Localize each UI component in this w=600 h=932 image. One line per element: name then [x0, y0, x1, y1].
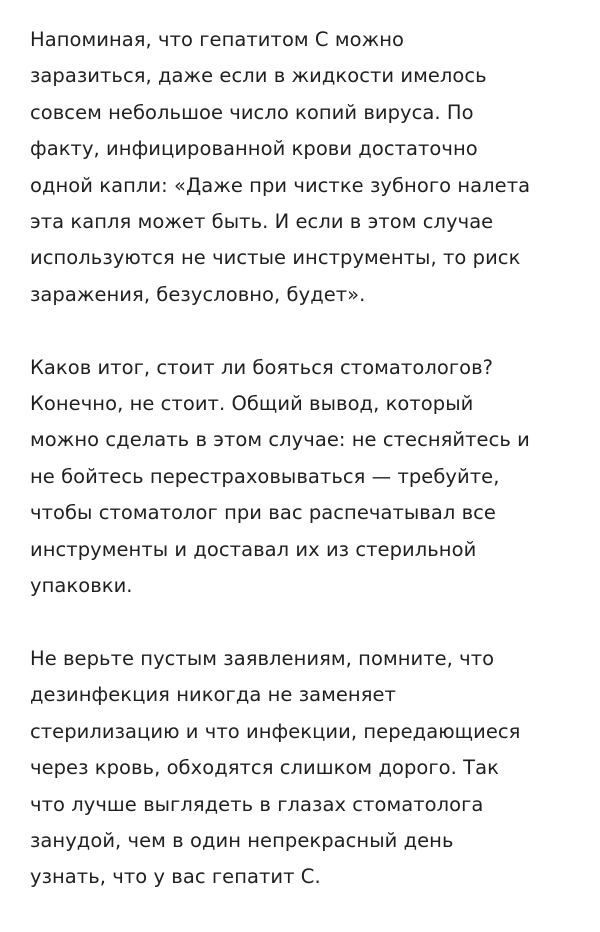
text-line: упаковки.: [30, 574, 133, 598]
text-line: стерилизацию и что инфекции, передающиеся: [30, 719, 521, 743]
paragraph-advice: [30, 641, 570, 896]
text-line: Каков итог, стоит ли бояться стоматологов?: [30, 355, 494, 379]
paragraph-risk-of-infection: [30, 22, 570, 313]
text-line: используются не чистые инструменты, то риск: [30, 246, 521, 270]
text-line: Напоминая, что гепатитом С можно: [30, 28, 404, 51]
text-line: одной капли: «Даже при чистке зубного налета: [30, 173, 531, 197]
text-line: заразиться, даже если в жидкости имелось: [30, 64, 487, 88]
text-line: не бойтесь перестраховываться — требуйте,: [30, 464, 500, 488]
text-line: занудой, чем в один непрекрасный день: [30, 828, 454, 852]
text-line: дезинфекция никогда не заменяет: [30, 683, 396, 707]
text-line: совсем небольшое число копий вируса. По: [30, 100, 474, 124]
text-line: что лучше выглядеть в глазах стоматолога: [30, 792, 484, 816]
text-line: можно сделать в этом случае: не стесняйтесь и: [30, 428, 530, 452]
text-line: чтобы стоматолог при вас распечатывал все: [30, 501, 496, 525]
text-line: заражения, безусловно, будет».: [30, 282, 366, 306]
text-line: инструменты и доставал их из стерильной: [30, 537, 477, 561]
text-line: эта капля может быть. И если в этом случае: [30, 210, 494, 234]
text-line: факту, инфицированной крови достаточно: [30, 137, 478, 161]
text-line: узнать, что у вас гепатит С.: [30, 865, 321, 889]
text-line: Не верьте пустым заявлениям, помните, что: [30, 646, 495, 670]
text-line: Конечно, не стоит. Общий вывод, который: [30, 392, 474, 416]
text-line: через кровь, обходятся слишком дорого. Так: [30, 756, 499, 780]
paragraph-conclusion: [30, 350, 570, 605]
article-body: [30, 22, 570, 932]
